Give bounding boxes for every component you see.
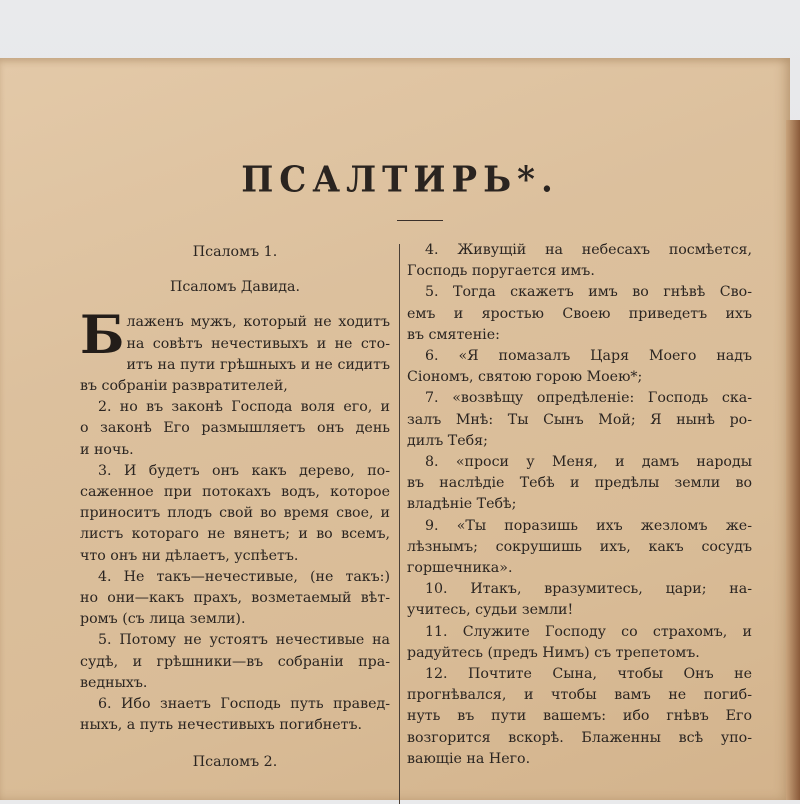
text-line: судѣ, и грѣшники—въ собраніи пра- bbox=[80, 653, 390, 670]
psalm-2-heading: Псаломъ 2. bbox=[192, 754, 278, 771]
text-line: 11. Служите Господу со страхомъ, и bbox=[425, 623, 752, 640]
text-line: 12. Почтите Сына, чтобы Онъ не bbox=[425, 666, 752, 683]
text-line: 9. «Ты поразишь ихъ жезломъ же- bbox=[425, 517, 752, 534]
psalm-1-subheading: Псаломъ Давида. bbox=[169, 279, 301, 296]
text-line: въ смятеніе: bbox=[407, 326, 500, 343]
text-line: 6. «Я помазалъ Царя Моего надъ bbox=[425, 348, 752, 365]
text-line: Сіономъ, святою горою Моею*; bbox=[407, 369, 643, 386]
psalm-2-text bbox=[407, 240, 752, 770]
right-column bbox=[407, 240, 752, 770]
text-line: залъ Мнѣ: Ты Сынъ Мой; Я нынѣ ро- bbox=[407, 411, 752, 428]
text-line: дилъ Тебя; bbox=[407, 432, 488, 449]
psalm-1-text bbox=[80, 305, 390, 736]
text-line: листъ котораго не вянетъ; и во всемъ, bbox=[80, 526, 390, 543]
text-line: возгорится вскорѣ. Блаженны всѣ упо- bbox=[407, 729, 752, 746]
text-line: 2. но въ законѣ Господа воля его, и bbox=[98, 399, 390, 416]
text-line: 10. Итакъ, вразумитесь, цари; на- bbox=[425, 581, 752, 598]
text-line: учитесь, судьи земли! bbox=[407, 602, 574, 619]
text-line: 4. Не такъ—нечестивые, (не такъ:) bbox=[98, 568, 390, 585]
text-line: горшечника». bbox=[407, 560, 513, 577]
column-divider bbox=[399, 244, 400, 804]
text-line: въ наслѣдіе Тебѣ и предѣлы земли во bbox=[407, 475, 752, 492]
text-line: Господь поругается имъ. bbox=[407, 263, 595, 280]
page-title: ПСАЛТИРЬ*. bbox=[241, 159, 559, 201]
text-line: 6. Ибо знаетъ Господь путь правед- bbox=[98, 696, 390, 713]
text-line: въ собраніи развратителей, bbox=[80, 378, 288, 395]
text-line: лаженъ мужъ, который не ходитъ bbox=[126, 314, 390, 331]
text-line: 3. И будетъ онъ какъ дерево, по- bbox=[98, 462, 390, 479]
drop-cap: Б bbox=[80, 305, 125, 367]
text-line: ведныхъ. bbox=[80, 674, 148, 691]
text-line: но они—какъ прахъ, возметаемый вѣт- bbox=[80, 590, 390, 607]
text-line: саженное при потокахъ водъ, которое bbox=[80, 484, 390, 501]
text-line: 8. «проси у Меня, и дамъ народы bbox=[425, 454, 752, 471]
text-line: вающіе на Него. bbox=[407, 750, 531, 767]
text-line: на совѣтъ нечестивыхъ и не сто- bbox=[126, 335, 390, 352]
text-line: емъ и яростью Своею приведетъ ихъ bbox=[407, 305, 752, 322]
left-column bbox=[80, 240, 390, 788]
text-line: итъ на пути грѣшныхъ и не сидитъ bbox=[126, 356, 390, 373]
text-line: радуйтесь (предъ Нимъ) съ трепетомъ. bbox=[407, 644, 700, 661]
text-line: приноситъ плодъ свой во время свое, и bbox=[80, 505, 390, 522]
text-line: и ночь. bbox=[80, 441, 134, 458]
text-line: ныхъ, а путь нечестивыхъ погибнетъ. bbox=[80, 717, 363, 734]
text-line: 7. «возвѣщу опредѣленіе: Господь ска- bbox=[425, 390, 752, 407]
text-line: ромъ (съ лица земли). bbox=[80, 611, 246, 628]
text-line: лѣзнымъ; сокрушишь ихъ, какъ сосудъ bbox=[407, 538, 752, 555]
text-line: о законѣ Его размышляетъ онъ день bbox=[80, 420, 390, 437]
page-edge bbox=[786, 120, 800, 800]
text-line: 4. Живущій на небесахъ посмѣется, bbox=[425, 242, 752, 258]
text-line: что онъ ни дѣлаетъ, успѣетъ. bbox=[80, 547, 299, 564]
text-line: владѣніе Тебѣ; bbox=[407, 496, 517, 513]
text-line: 5. Потому не устоятъ нечестивые на bbox=[98, 632, 390, 649]
text-line: 5. Тогда скажетъ имъ во гнѣвѣ Сво- bbox=[425, 284, 752, 301]
text-line: прогнѣвался, и чтобы вамъ не погиб- bbox=[407, 687, 752, 704]
psalm-1-heading: Псаломъ 1. bbox=[192, 244, 278, 260]
text-line: нуть въ пути вашемъ: ибо гнѣвъ Его bbox=[407, 708, 752, 725]
title-rule bbox=[397, 220, 443, 221]
